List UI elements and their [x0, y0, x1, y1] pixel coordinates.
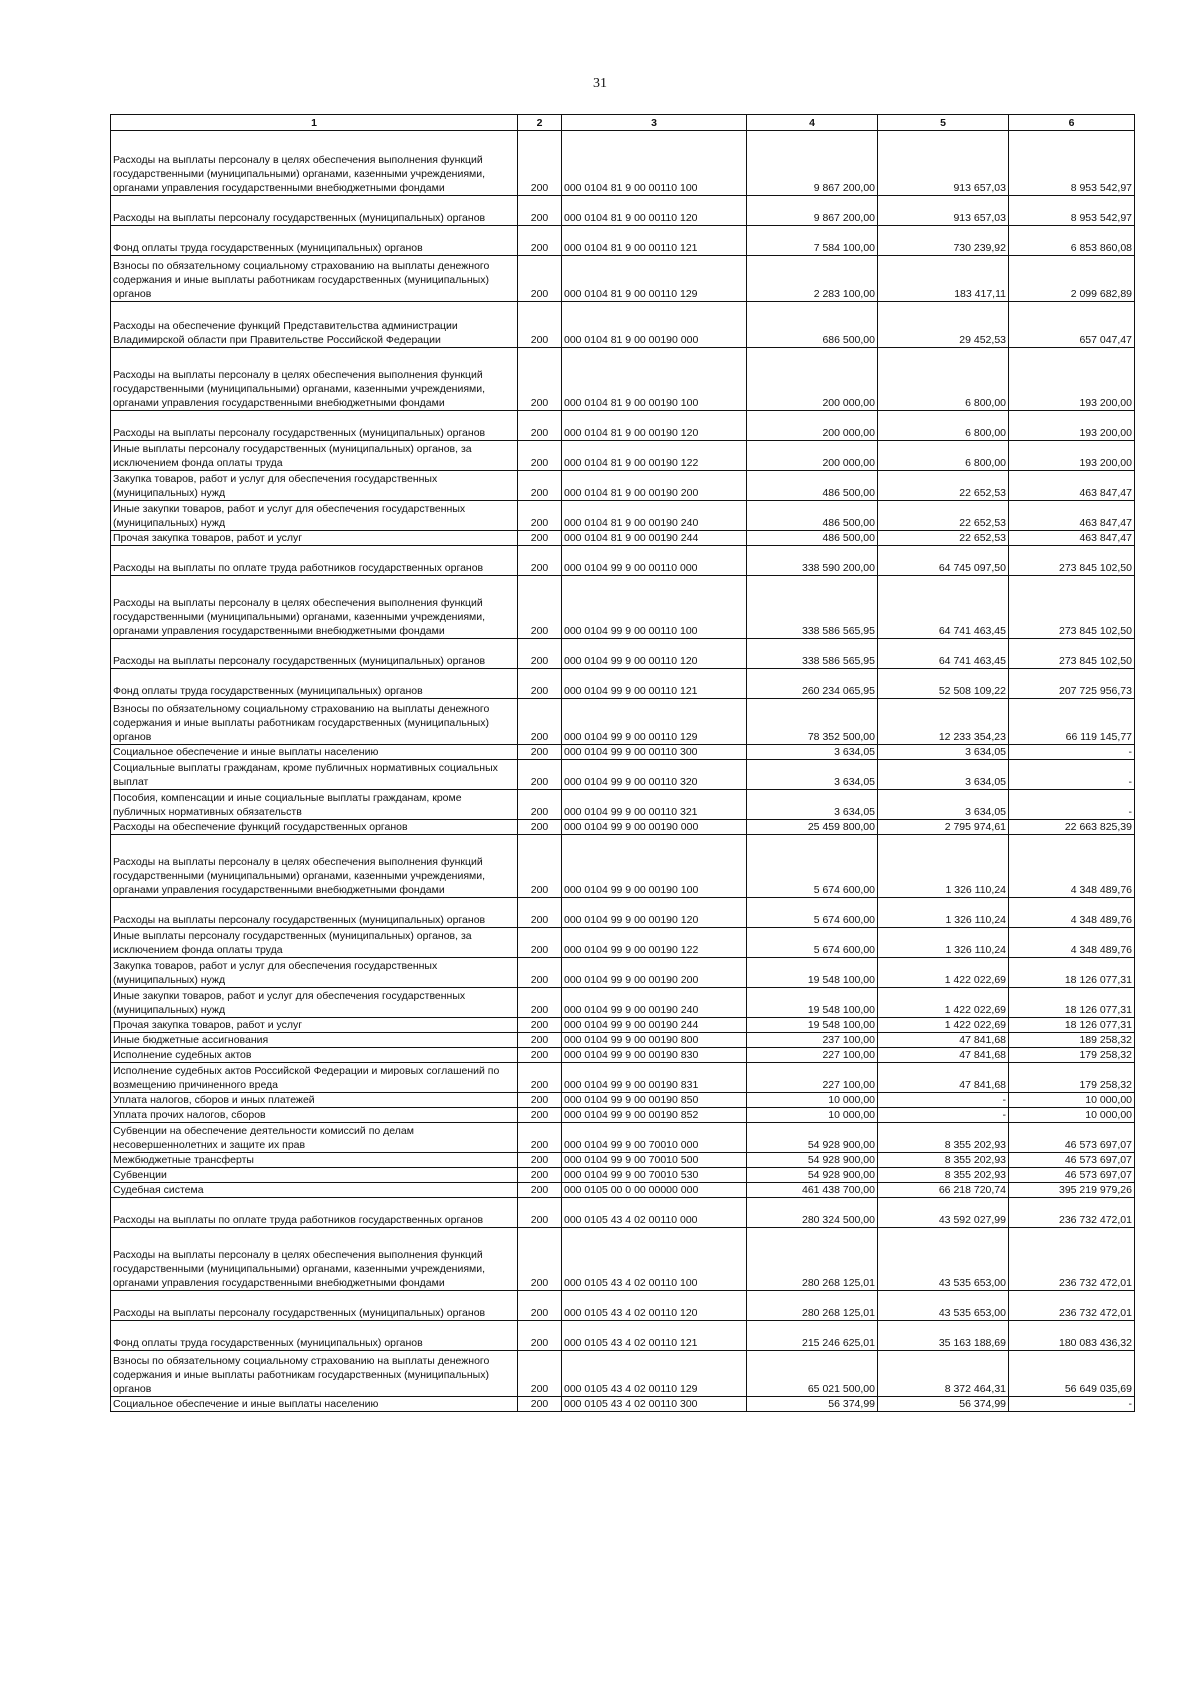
admin-code-cell: 200	[518, 1291, 562, 1321]
executed-amount-cell: 47 841,68	[878, 1048, 1009, 1063]
unexecuted-amount-cell: 10 000,00	[1009, 1093, 1135, 1108]
table-row	[111, 501, 1135, 531]
executed-amount-cell: 183 417,11	[878, 256, 1009, 302]
table-row	[111, 928, 1135, 958]
budget-classification-code-cell: 000 0105 43 4 02 00110 121	[562, 1321, 747, 1351]
approved-amount-cell: 54 928 900,00	[747, 1123, 878, 1153]
table-row	[111, 411, 1135, 441]
budget-classification-code-cell: 000 0104 81 9 00 00190 200	[562, 471, 747, 501]
admin-code-cell: 200	[518, 1093, 562, 1108]
approved-amount-cell: 227 100,00	[747, 1063, 878, 1093]
approved-amount-cell: 3 634,05	[747, 745, 878, 760]
table-row	[111, 1033, 1135, 1048]
budget-classification-code-cell: 000 0104 99 9 00 00190 000	[562, 820, 747, 835]
budget-classification-code-cell: 000 0104 81 9 00 00110 129	[562, 256, 747, 302]
budget-classification-code-cell: 000 0104 81 9 00 00190 000	[562, 302, 747, 348]
unexecuted-amount-cell: 8 953 542,97	[1009, 196, 1135, 226]
budget-classification-code-cell: 000 0105 43 4 02 00110 129	[562, 1351, 747, 1397]
expenditure-name-cell: Прочая закупка товаров, работ и услуг	[111, 1018, 518, 1033]
executed-amount-cell: 47 841,68	[878, 1063, 1009, 1093]
budget-classification-code-cell: 000 0104 99 9 00 00190 852	[562, 1108, 747, 1123]
executed-amount-cell: -	[878, 1108, 1009, 1123]
table-row	[111, 1153, 1135, 1168]
admin-code-cell: 200	[518, 501, 562, 531]
column-header: 5	[878, 115, 1009, 131]
expenditure-name-cell: Расходы на обеспечение функций государственных органов	[111, 820, 518, 835]
approved-amount-cell: 486 500,00	[747, 531, 878, 546]
table-row	[111, 441, 1135, 471]
admin-code-cell: 200	[518, 745, 562, 760]
table-body	[111, 131, 1135, 1412]
column-header: 1	[111, 115, 518, 131]
table-row	[111, 1228, 1135, 1291]
expenditure-name-cell: Судебная система	[111, 1183, 518, 1198]
unexecuted-amount-cell: 193 200,00	[1009, 441, 1135, 471]
executed-amount-cell: 52 508 109,22	[878, 669, 1009, 699]
executed-amount-cell: 47 841,68	[878, 1033, 1009, 1048]
executed-amount-cell: 1 422 022,69	[878, 958, 1009, 988]
expenditure-name-cell: Расходы на выплаты персоналу в целях обеспечения выполнения функций государственными (муниципальными) органами, казенными учреждениями, органами управления государственными внебюджетными фондами	[111, 576, 518, 639]
table-row	[111, 471, 1135, 501]
budget-classification-code-cell: 000 0105 43 4 02 00110 000	[562, 1198, 747, 1228]
budget-classification-code-cell: 000 0104 99 9 00 00190 830	[562, 1048, 747, 1063]
unexecuted-amount-cell: 10 000,00	[1009, 1108, 1135, 1123]
budget-classification-code-cell: 000 0104 99 9 00 00190 122	[562, 928, 747, 958]
unexecuted-amount-cell: 56 649 035,69	[1009, 1351, 1135, 1397]
expenditure-name-cell: Расходы на выплаты по оплате труда работников государственных органов	[111, 546, 518, 576]
executed-amount-cell: 1 422 022,69	[878, 1018, 1009, 1033]
budget-classification-code-cell: 000 0104 99 9 00 00190 850	[562, 1093, 747, 1108]
table-row	[111, 1108, 1135, 1123]
unexecuted-amount-cell: 193 200,00	[1009, 411, 1135, 441]
admin-code-cell: 200	[518, 760, 562, 790]
table-row	[111, 639, 1135, 669]
executed-amount-cell: 64 741 463,45	[878, 639, 1009, 669]
expenditure-name-cell: Социальное обеспечение и иные выплаты населению	[111, 745, 518, 760]
unexecuted-amount-cell: 18 126 077,31	[1009, 958, 1135, 988]
table-row	[111, 988, 1135, 1018]
budget-classification-code-cell: 000 0104 99 9 00 70010 000	[562, 1123, 747, 1153]
expenditure-name-cell: Иные выплаты персоналу государственных (муниципальных) органов, за исключением фонда оплаты труда	[111, 441, 518, 471]
table-row	[111, 820, 1135, 835]
budget-classification-code-cell: 000 0104 81 9 00 00190 120	[562, 411, 747, 441]
executed-amount-cell: 64 741 463,45	[878, 576, 1009, 639]
approved-amount-cell: 10 000,00	[747, 1108, 878, 1123]
expenditure-name-cell: Исполнение судебных актов	[111, 1048, 518, 1063]
expenditure-name-cell: Социальные выплаты гражданам, кроме публичных нормативных социальных выплат	[111, 760, 518, 790]
admin-code-cell: 200	[518, 790, 562, 820]
budget-classification-code-cell: 000 0104 99 9 00 00110 121	[562, 669, 747, 699]
expenditure-name-cell: Расходы на обеспечение функций Представительства администрации Владимирской области при Правительстве Российской Федерации	[111, 302, 518, 348]
approved-amount-cell: 215 246 625,01	[747, 1321, 878, 1351]
unexecuted-amount-cell: 236 732 472,01	[1009, 1228, 1135, 1291]
column-header: 3	[562, 115, 747, 131]
unexecuted-amount-cell: 179 258,32	[1009, 1048, 1135, 1063]
budget-classification-code-cell: 000 0104 99 9 00 70010 500	[562, 1153, 747, 1168]
budget-classification-code-cell: 000 0104 99 9 00 00110 129	[562, 699, 747, 745]
unexecuted-amount-cell: 463 847,47	[1009, 531, 1135, 546]
admin-code-cell: 200	[518, 669, 562, 699]
table-row	[111, 1063, 1135, 1093]
unexecuted-amount-cell: 2 099 682,89	[1009, 256, 1135, 302]
admin-code-cell: 200	[518, 1018, 562, 1033]
admin-code-cell: 200	[518, 898, 562, 928]
approved-amount-cell: 19 548 100,00	[747, 988, 878, 1018]
executed-amount-cell: 3 634,05	[878, 760, 1009, 790]
unexecuted-amount-cell: 46 573 697,07	[1009, 1123, 1135, 1153]
unexecuted-amount-cell: 657 047,47	[1009, 302, 1135, 348]
admin-code-cell: 200	[518, 1048, 562, 1063]
admin-code-cell: 200	[518, 1063, 562, 1093]
expenditure-name-cell: Расходы на выплаты персоналу в целях обеспечения выполнения функций государственными (муниципальными) органами, казенными учреждениями, органами управления государственными внебюджетными фондами	[111, 131, 518, 196]
approved-amount-cell: 65 021 500,00	[747, 1351, 878, 1397]
admin-code-cell: 200	[518, 411, 562, 441]
executed-amount-cell: 12 233 354,23	[878, 699, 1009, 745]
table-row	[111, 1291, 1135, 1321]
table-row	[111, 1397, 1135, 1412]
unexecuted-amount-cell: 66 119 145,77	[1009, 699, 1135, 745]
budget-classification-code-cell: 000 0104 99 9 00 00190 120	[562, 898, 747, 928]
executed-amount-cell: 43 535 653,00	[878, 1291, 1009, 1321]
expenditure-name-cell: Расходы на выплаты персоналу государственных (муниципальных) органов	[111, 1291, 518, 1321]
executed-amount-cell: -	[878, 1093, 1009, 1108]
unexecuted-amount-cell: 273 845 102,50	[1009, 639, 1135, 669]
table-row	[111, 1168, 1135, 1183]
admin-code-cell: 200	[518, 348, 562, 411]
unexecuted-amount-cell: 236 732 472,01	[1009, 1291, 1135, 1321]
table-row	[111, 1183, 1135, 1198]
executed-amount-cell: 8 355 202,93	[878, 1168, 1009, 1183]
approved-amount-cell: 2 283 100,00	[747, 256, 878, 302]
admin-code-cell: 200	[518, 928, 562, 958]
expenditure-name-cell: Расходы на выплаты персоналу в целях обеспечения выполнения функций государственными (муниципальными) органами, казенными учреждениями, органами управления государственными внебюджетными фондами	[111, 348, 518, 411]
approved-amount-cell: 237 100,00	[747, 1033, 878, 1048]
executed-amount-cell: 1 422 022,69	[878, 988, 1009, 1018]
table-row	[111, 1198, 1135, 1228]
budget-classification-code-cell: 000 0105 00 0 00 00000 000	[562, 1183, 747, 1198]
admin-code-cell: 200	[518, 1198, 562, 1228]
executed-amount-cell: 1 326 110,24	[878, 898, 1009, 928]
approved-amount-cell: 9 867 200,00	[747, 196, 878, 226]
expenditure-name-cell: Иные выплаты персоналу государственных (муниципальных) органов, за исключением фонда оплаты труда	[111, 928, 518, 958]
admin-code-cell: 200	[518, 1153, 562, 1168]
table-row	[111, 1048, 1135, 1063]
expenditure-name-cell: Закупка товаров, работ и услуг для обеспечения государственных (муниципальных) нужд	[111, 471, 518, 501]
unexecuted-amount-cell: -	[1009, 790, 1135, 820]
admin-code-cell: 200	[518, 820, 562, 835]
admin-code-cell: 200	[518, 546, 562, 576]
executed-amount-cell: 8 372 464,31	[878, 1351, 1009, 1397]
expenditure-name-cell: Исполнение судебных актов Российской Федерации и мировых соглашений по возмещению причиненного вреда	[111, 1063, 518, 1093]
executed-amount-cell: 8 355 202,93	[878, 1153, 1009, 1168]
admin-code-cell: 200	[518, 1168, 562, 1183]
expenditure-name-cell: Расходы на выплаты персоналу государственных (муниципальных) органов	[111, 411, 518, 441]
expenditure-name-cell: Расходы на выплаты персоналу государственных (муниципальных) органов	[111, 196, 518, 226]
executed-amount-cell: 2 795 974,61	[878, 820, 1009, 835]
unexecuted-amount-cell: 463 847,47	[1009, 471, 1135, 501]
budget-classification-code-cell: 000 0104 99 9 00 00190 244	[562, 1018, 747, 1033]
budget-classification-code-cell: 000 0105 43 4 02 00110 120	[562, 1291, 747, 1321]
expenditure-name-cell: Расходы на выплаты персоналу в целях обеспечения выполнения функций государственными (муниципальными) органами, казенными учреждениями, органами управления государственными внебюджетными фондами	[111, 835, 518, 898]
table-row	[111, 699, 1135, 745]
unexecuted-amount-cell: 179 258,32	[1009, 1063, 1135, 1093]
approved-amount-cell: 56 374,99	[747, 1397, 878, 1412]
admin-code-cell: 200	[518, 131, 562, 196]
approved-amount-cell: 200 000,00	[747, 441, 878, 471]
approved-amount-cell: 280 268 125,01	[747, 1228, 878, 1291]
approved-amount-cell: 686 500,00	[747, 302, 878, 348]
admin-code-cell: 200	[518, 988, 562, 1018]
admin-code-cell: 200	[518, 1183, 562, 1198]
table-row	[111, 302, 1135, 348]
executed-amount-cell: 1 326 110,24	[878, 928, 1009, 958]
budget-classification-code-cell: 000 0104 81 9 00 00190 244	[562, 531, 747, 546]
unexecuted-amount-cell: 8 953 542,97	[1009, 131, 1135, 196]
expenditure-name-cell: Прочая закупка товаров, работ и услуг	[111, 531, 518, 546]
table-row	[111, 131, 1135, 196]
expenditure-name-cell: Расходы на выплаты персоналу государственных (муниципальных) органов	[111, 898, 518, 928]
table-row	[111, 226, 1135, 256]
unexecuted-amount-cell: 180 083 436,32	[1009, 1321, 1135, 1351]
expenditure-name-cell: Уплата прочих налогов, сборов	[111, 1108, 518, 1123]
admin-code-cell: 200	[518, 639, 562, 669]
unexecuted-amount-cell: 6 853 860,08	[1009, 226, 1135, 256]
unexecuted-amount-cell: 236 732 472,01	[1009, 1198, 1135, 1228]
expenditure-name-cell: Расходы на выплаты персоналу государственных (муниципальных) органов	[111, 639, 518, 669]
unexecuted-amount-cell: 189 258,32	[1009, 1033, 1135, 1048]
approved-amount-cell: 78 352 500,00	[747, 699, 878, 745]
approved-amount-cell: 5 674 600,00	[747, 898, 878, 928]
table-row	[111, 1123, 1135, 1153]
budget-classification-code-cell: 000 0105 43 4 02 00110 100	[562, 1228, 747, 1291]
executed-amount-cell: 22 652,53	[878, 471, 1009, 501]
table-row	[111, 835, 1135, 898]
unexecuted-amount-cell: 207 725 956,73	[1009, 669, 1135, 699]
unexecuted-amount-cell: 22 663 825,39	[1009, 820, 1135, 835]
approved-amount-cell: 338 590 200,00	[747, 546, 878, 576]
expenditure-name-cell: Иные закупки товаров, работ и услуг для обеспечения государственных (муниципальных) нужд	[111, 501, 518, 531]
admin-code-cell: 200	[518, 302, 562, 348]
expenditure-name-cell: Субвенции на обеспечение деятельности комиссий по делам несовершеннолетних и защите их прав	[111, 1123, 518, 1153]
approved-amount-cell: 54 928 900,00	[747, 1153, 878, 1168]
admin-code-cell: 200	[518, 256, 562, 302]
budget-classification-code-cell: 000 0104 99 9 00 00190 240	[562, 988, 747, 1018]
approved-amount-cell: 19 548 100,00	[747, 958, 878, 988]
expenditure-name-cell: Фонд оплаты труда государственных (муниципальных) органов	[111, 226, 518, 256]
expenditure-name-cell: Расходы на выплаты персоналу в целях обеспечения выполнения функций государственными (муниципальными) органами, казенными учреждениями, органами управления государственными внебюджетными фондами	[111, 1228, 518, 1291]
unexecuted-amount-cell: 46 573 697,07	[1009, 1168, 1135, 1183]
admin-code-cell: 200	[518, 1033, 562, 1048]
expenditure-name-cell: Взносы по обязательному социальному страхованию на выплаты денежного содержания и иные выплаты работникам государственных (муниципальных) органов	[111, 256, 518, 302]
admin-code-cell: 200	[518, 835, 562, 898]
executed-amount-cell: 22 652,53	[878, 501, 1009, 531]
executed-amount-cell: 66 218 720,74	[878, 1183, 1009, 1198]
approved-amount-cell: 280 324 500,00	[747, 1198, 878, 1228]
approved-amount-cell: 486 500,00	[747, 501, 878, 531]
table-row	[111, 531, 1135, 546]
budget-classification-code-cell: 000 0104 99 9 00 00110 100	[562, 576, 747, 639]
table-row	[111, 1351, 1135, 1397]
executed-amount-cell: 913 657,03	[878, 196, 1009, 226]
expenditure-name-cell: Субвенции	[111, 1168, 518, 1183]
budget-classification-code-cell: 000 0104 99 9 00 00110 000	[562, 546, 747, 576]
approved-amount-cell: 3 634,05	[747, 790, 878, 820]
expenditure-name-cell: Уплата налогов, сборов и иных платежей	[111, 1093, 518, 1108]
expenditure-name-cell: Иные закупки товаров, работ и услуг для обеспечения государственных (муниципальных) нужд	[111, 988, 518, 1018]
budget-classification-code-cell: 000 0104 81 9 00 00110 120	[562, 196, 747, 226]
approved-amount-cell: 19 548 100,00	[747, 1018, 878, 1033]
executed-amount-cell: 43 592 027,99	[878, 1198, 1009, 1228]
unexecuted-amount-cell: 18 126 077,31	[1009, 1018, 1135, 1033]
admin-code-cell: 200	[518, 1321, 562, 1351]
unexecuted-amount-cell: 273 845 102,50	[1009, 546, 1135, 576]
admin-code-cell: 200	[518, 1351, 562, 1397]
executed-amount-cell: 29 452,53	[878, 302, 1009, 348]
budget-classification-code-cell: 000 0104 99 9 00 00110 120	[562, 639, 747, 669]
executed-amount-cell: 913 657,03	[878, 131, 1009, 196]
table-row	[111, 348, 1135, 411]
admin-code-cell: 200	[518, 1228, 562, 1291]
expenditure-name-cell: Закупка товаров, работ и услуг для обеспечения государственных (муниципальных) нужд	[111, 958, 518, 988]
executed-amount-cell: 6 800,00	[878, 348, 1009, 411]
budget-classification-code-cell: 000 0104 81 9 00 00190 122	[562, 441, 747, 471]
unexecuted-amount-cell: 18 126 077,31	[1009, 988, 1135, 1018]
executed-amount-cell: 35 163 188,69	[878, 1321, 1009, 1351]
budget-execution-table	[110, 114, 1135, 1412]
unexecuted-amount-cell: -	[1009, 1397, 1135, 1412]
budget-classification-code-cell: 000 0104 99 9 00 00110 300	[562, 745, 747, 760]
table-row	[111, 1093, 1135, 1108]
expenditure-name-cell: Межбюджетные трансферты	[111, 1153, 518, 1168]
unexecuted-amount-cell: 4 348 489,76	[1009, 835, 1135, 898]
admin-code-cell: 200	[518, 1397, 562, 1412]
expenditure-name-cell: Пособия, компенсации и иные социальные выплаты гражданам, кроме публичных нормативных обязательств	[111, 790, 518, 820]
unexecuted-amount-cell: 4 348 489,76	[1009, 928, 1135, 958]
table-row	[111, 1321, 1135, 1351]
expenditure-name-cell: Фонд оплаты труда государственных (муниципальных) органов	[111, 669, 518, 699]
executed-amount-cell: 1 326 110,24	[878, 835, 1009, 898]
approved-amount-cell: 227 100,00	[747, 1048, 878, 1063]
admin-code-cell: 200	[518, 576, 562, 639]
budget-classification-code-cell: 000 0104 99 9 00 00190 831	[562, 1063, 747, 1093]
approved-amount-cell: 54 928 900,00	[747, 1168, 878, 1183]
executed-amount-cell: 8 355 202,93	[878, 1123, 1009, 1153]
admin-code-cell: 200	[518, 1123, 562, 1153]
budget-classification-code-cell: 000 0104 99 9 00 00190 800	[562, 1033, 747, 1048]
admin-code-cell: 200	[518, 441, 562, 471]
unexecuted-amount-cell: -	[1009, 760, 1135, 790]
approved-amount-cell: 9 867 200,00	[747, 131, 878, 196]
executed-amount-cell: 3 634,05	[878, 745, 1009, 760]
budget-classification-code-cell: 000 0104 99 9 00 00190 100	[562, 835, 747, 898]
table-row	[111, 669, 1135, 699]
approved-amount-cell: 338 586 565,95	[747, 639, 878, 669]
expenditure-name-cell: Фонд оплаты труда государственных (муниципальных) органов	[111, 1321, 518, 1351]
approved-amount-cell: 5 674 600,00	[747, 928, 878, 958]
column-header: 6	[1009, 115, 1135, 131]
approved-amount-cell: 10 000,00	[747, 1093, 878, 1108]
expenditure-name-cell: Расходы на выплаты по оплате труда работников государственных органов	[111, 1198, 518, 1228]
executed-amount-cell: 43 535 653,00	[878, 1228, 1009, 1291]
admin-code-cell: 200	[518, 226, 562, 256]
budget-classification-code-cell: 000 0104 99 9 00 00190 200	[562, 958, 747, 988]
unexecuted-amount-cell: 463 847,47	[1009, 501, 1135, 531]
unexecuted-amount-cell: 395 219 979,26	[1009, 1183, 1135, 1198]
table-row	[111, 256, 1135, 302]
budget-classification-code-cell: 000 0104 99 9 00 70010 530	[562, 1168, 747, 1183]
table-row	[111, 898, 1135, 928]
budget-classification-code-cell: 000 0105 43 4 02 00110 300	[562, 1397, 747, 1412]
column-header: 4	[747, 115, 878, 131]
admin-code-cell: 200	[518, 471, 562, 501]
approved-amount-cell: 200 000,00	[747, 348, 878, 411]
approved-amount-cell: 3 634,05	[747, 760, 878, 790]
table-row	[111, 1018, 1135, 1033]
expenditure-name-cell: Взносы по обязательному социальному страхованию на выплаты денежного содержания и иные выплаты работникам государственных (муниципальных) органов	[111, 699, 518, 745]
approved-amount-cell: 25 459 800,00	[747, 820, 878, 835]
executed-amount-cell: 730 239,92	[878, 226, 1009, 256]
approved-amount-cell: 200 000,00	[747, 411, 878, 441]
unexecuted-amount-cell: 4 348 489,76	[1009, 898, 1135, 928]
budget-classification-code-cell: 000 0104 99 9 00 00110 321	[562, 790, 747, 820]
approved-amount-cell: 461 438 700,00	[747, 1183, 878, 1198]
executed-amount-cell: 3 634,05	[878, 790, 1009, 820]
budget-classification-code-cell: 000 0104 81 9 00 00110 121	[562, 226, 747, 256]
unexecuted-amount-cell: 273 845 102,50	[1009, 576, 1135, 639]
approved-amount-cell: 7 584 100,00	[747, 226, 878, 256]
table-row	[111, 745, 1135, 760]
budget-classification-code-cell: 000 0104 81 9 00 00190 100	[562, 348, 747, 411]
page-number: 31	[593, 76, 607, 91]
admin-code-cell: 200	[518, 531, 562, 546]
approved-amount-cell: 280 268 125,01	[747, 1291, 878, 1321]
table-row	[111, 958, 1135, 988]
executed-amount-cell: 56 374,99	[878, 1397, 1009, 1412]
table-row	[111, 546, 1135, 576]
budget-classification-code-cell: 000 0104 81 9 00 00110 100	[562, 131, 747, 196]
approved-amount-cell: 486 500,00	[747, 471, 878, 501]
executed-amount-cell: 6 800,00	[878, 441, 1009, 471]
table-header-row	[111, 115, 1135, 131]
expenditure-name-cell: Иные бюджетные ассигнования	[111, 1033, 518, 1048]
approved-amount-cell: 5 674 600,00	[747, 835, 878, 898]
executed-amount-cell: 22 652,53	[878, 531, 1009, 546]
column-header: 2	[518, 115, 562, 131]
budget-classification-code-cell: 000 0104 99 9 00 00110 320	[562, 760, 747, 790]
admin-code-cell: 200	[518, 958, 562, 988]
executed-amount-cell: 64 745 097,50	[878, 546, 1009, 576]
approved-amount-cell: 338 586 565,95	[747, 576, 878, 639]
approved-amount-cell: 260 234 065,95	[747, 669, 878, 699]
table-row	[111, 790, 1135, 820]
expenditure-name-cell: Социальное обеспечение и иные выплаты населению	[111, 1397, 518, 1412]
unexecuted-amount-cell: 46 573 697,07	[1009, 1153, 1135, 1168]
table-row	[111, 760, 1135, 790]
admin-code-cell: 200	[518, 1108, 562, 1123]
admin-code-cell: 200	[518, 699, 562, 745]
budget-classification-code-cell: 000 0104 81 9 00 00190 240	[562, 501, 747, 531]
table-row	[111, 196, 1135, 226]
unexecuted-amount-cell: -	[1009, 745, 1135, 760]
table-row	[111, 576, 1135, 639]
executed-amount-cell: 6 800,00	[878, 411, 1009, 441]
expenditure-name-cell: Взносы по обязательному социальному страхованию на выплаты денежного содержания и иные выплаты работникам государственных (муниципальных) органов	[111, 1351, 518, 1397]
admin-code-cell: 200	[518, 196, 562, 226]
unexecuted-amount-cell: 193 200,00	[1009, 348, 1135, 411]
